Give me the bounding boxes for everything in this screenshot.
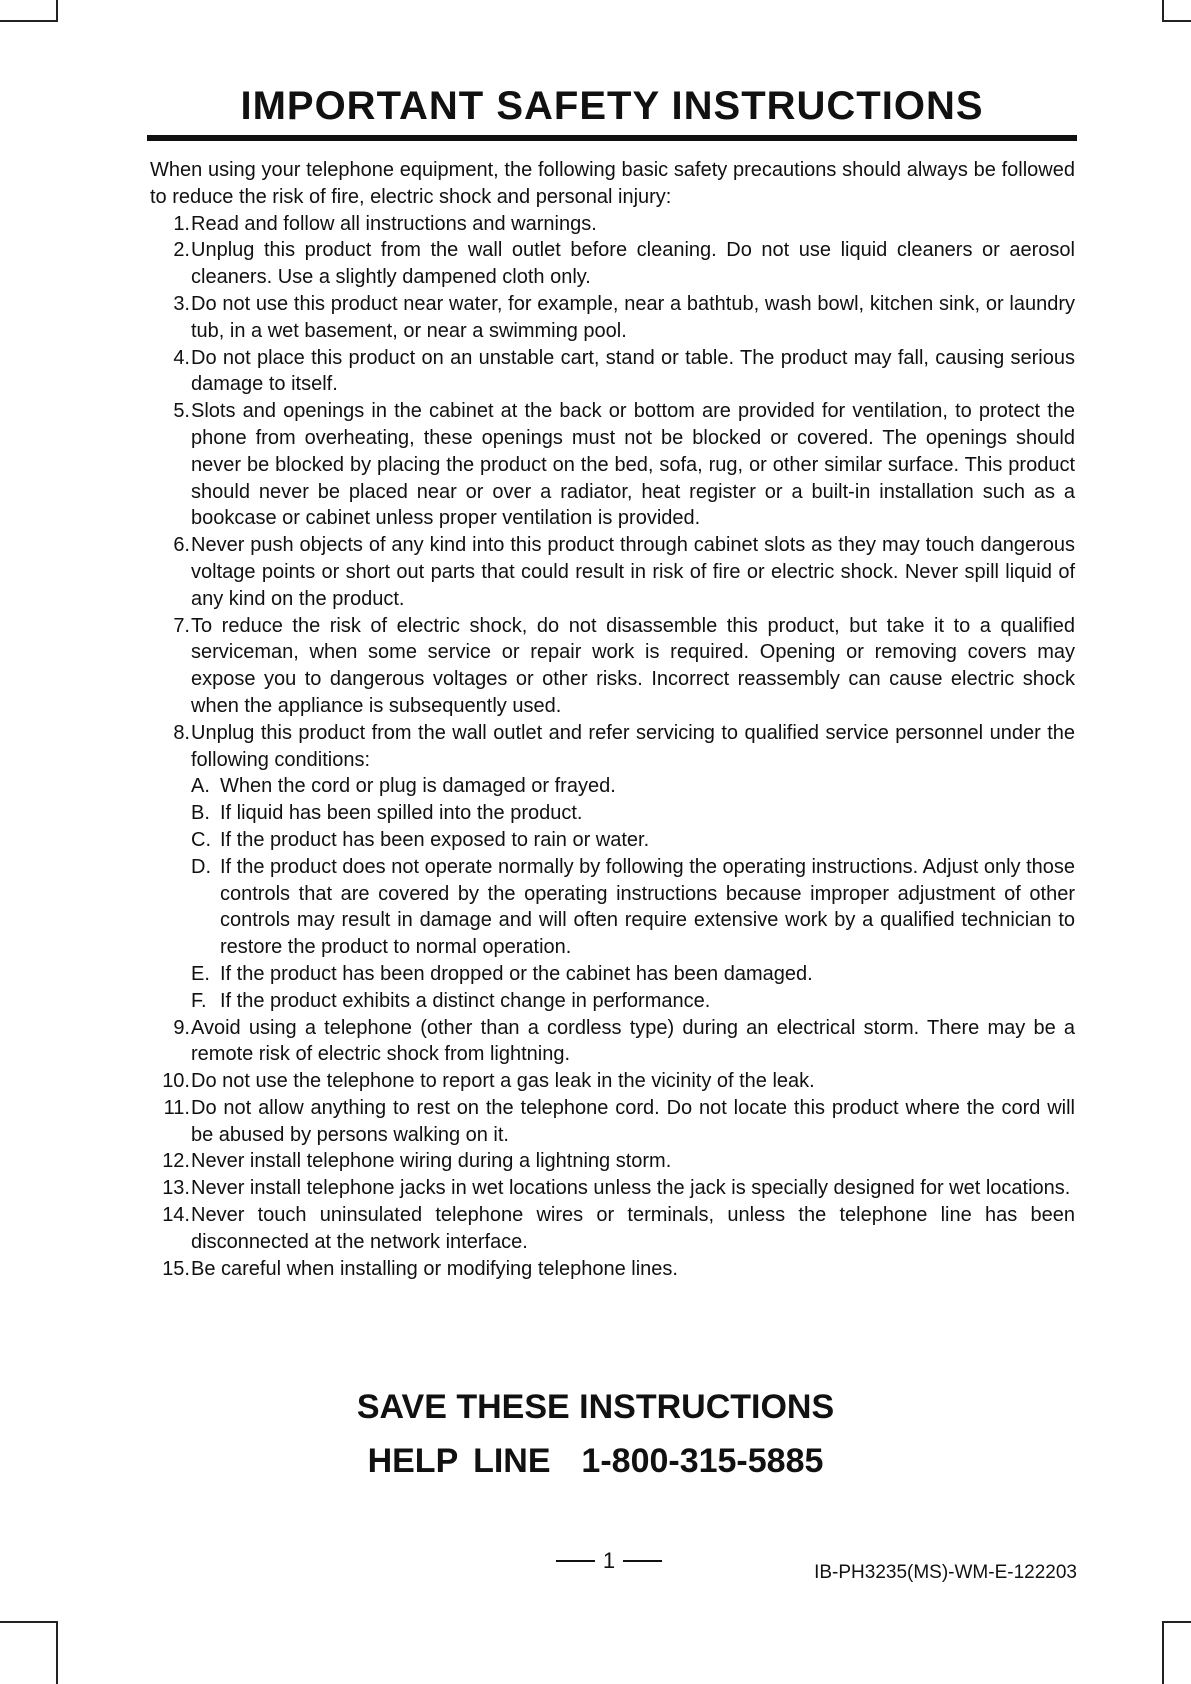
list-item: 10. Do not use the telephone to report a gas leak in the vicinity of the leak. — [162, 1070, 815, 1093]
list-item: 15. Be careful when installing or modifying telephone lines. — [162, 1257, 678, 1280]
sub-list-item: D. If the product does not operate normally by following the operating instructions. Adjust only those controls that are covered by the operating instructions because improper adjustment of other controls may result in damage and will often require extensive work by a qualified technician to restore the product to normal operation. — [191, 855, 1075, 959]
list-item: 5. Slots and openings in the cabinet at the back or bottom are provided for ventilation, to protect the phone from overheating, these openings must not be blocked or covered. The openings should never be blocked by placing the product on the bed, sofa, rug, or other similar surface. This product should never be placed near or over a radiator, heat register or a built-in installation such as a bookcase or cabinet unless proper ventilation is provided. — [173, 400, 1075, 530]
list-item: 1. Read and follow all instructions and warnings. — [173, 212, 597, 235]
page-dash-left — [556, 1560, 595, 1562]
page-dash-right — [623, 1560, 662, 1562]
sub-list-item: E. If the product has been dropped or the cabinet has been damaged. — [191, 962, 813, 985]
list-item: 8. Unplug this product from the wall outlet and refer servicing to qualified service personnel under the following conditions: — [173, 721, 1075, 771]
sub-list-item: C. If the product has been exposed to rain or water. — [191, 828, 650, 851]
list-item: 13. Never install telephone jacks in wet locations unless the jack is specially designed for wet locations. — [162, 1177, 1071, 1200]
page-number-value: 1 — [602, 1548, 616, 1573]
title-underline — [147, 135, 1077, 141]
list-item: 14. Never touch uninsulated telephone wires or terminals, unless the telephone line has been disconnected at the network interface. — [162, 1204, 1075, 1253]
crop-mark-top-right-v — [1162, 0, 1164, 22]
crop-mark-bottom-left-v — [56, 1621, 58, 1684]
save-instructions-heading: SAVE THESE INSTRUCTIONS — [356, 1388, 835, 1426]
list-item: 3. Do not use this product near water, for example, near a bathtub, wash bowl, kitchen sink, or laundry tub, in a wet basement, or near a swimming pool. — [173, 292, 1075, 342]
list-item: 11. Do not allow anything to rest on the telephone cord. Do not locate this product where the cord will be abused by persons walking on it. — [163, 1096, 1075, 1146]
sub-list-item: B. If liquid has been spilled into the product. — [191, 802, 583, 825]
instructions-body — [150, 157, 1075, 1282]
crop-mark-bottom-right-v — [1162, 1621, 1164, 1684]
page-number — [548, 1548, 670, 1574]
list-item: 9. Avoid using a telephone (other than a cordless type) during an electrical storm. There may be a remote risk of electric shock from lightning. — [173, 1016, 1075, 1066]
page-title: IMPORTANT SAFETY INSTRUCTIONS — [240, 84, 984, 128]
sub-list-item: F. If the product exhibits a distinct change in performance. — [191, 989, 711, 1012]
crop-mark-bottom-right-h — [1162, 1621, 1191, 1623]
list-item: 4. Do not place this product on an unstable cart, stand or table. The product may fall, causing serious damage to itself. — [173, 346, 1075, 396]
list-item: 7. To reduce the risk of electric shock, do not disassemble this product, but take it to a qualified serviceman, when some service or repair work is required. Opening or removing covers may expose you to dangerous voltages or other risks. Incorrect reassembly can cause electric shock when the appliance is subsequently used. — [173, 614, 1075, 717]
list-item: 12. Never install telephone wiring during a lightning storm. — [162, 1150, 672, 1173]
list-item: 6. Never push objects of any kind into this product through cabinet slots as they may touch dangerous voltage points or short out parts that could result in risk of fire or electric shock. Never spill liquid of any kind on the product. — [173, 534, 1075, 610]
intro-paragraph: When using your telephone equipment, the following basic safety precautions should always be followed to reduce the risk of fire, electric shock and personal injury: — [150, 159, 1075, 208]
crop-mark-top-right-h — [1162, 20, 1191, 22]
crop-mark-top-left-v — [56, 0, 58, 22]
sub-list-item: A. When the cord or plug is damaged or frayed. — [191, 775, 616, 798]
document-code: IB-PH3235(MS)-WM-E-122203 — [814, 1562, 1077, 1583]
list-item: 2. Unplug this product from the wall outlet before cleaning. Do not use liquid cleaners or aerosol cleaners. Use a slightly dampened cloth only. — [173, 239, 1075, 289]
crop-mark-bottom-left-h — [0, 1621, 57, 1623]
help-line: HELP LINE 1-800-315-5885 — [367, 1442, 824, 1480]
crop-mark-top-left-h — [0, 20, 57, 22]
